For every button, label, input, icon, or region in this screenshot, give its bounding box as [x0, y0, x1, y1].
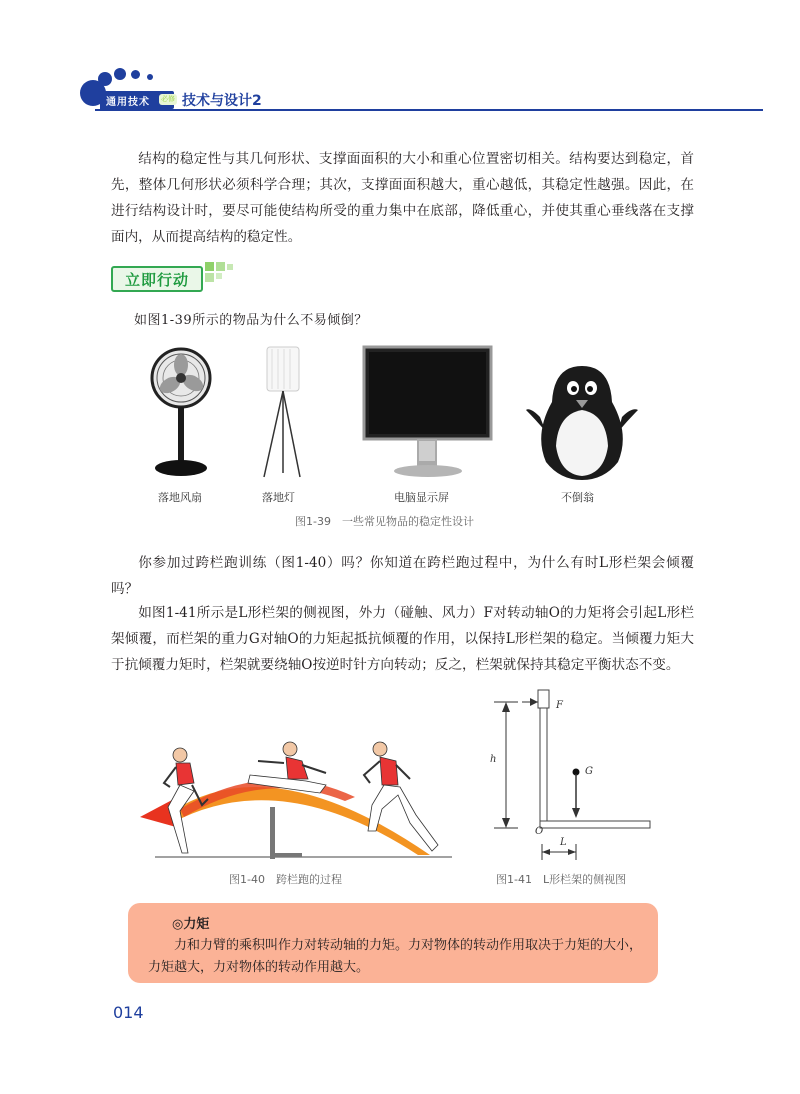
badge-decor-square [216, 273, 222, 279]
badge-decor-square [216, 262, 225, 271]
note-title: ◎力矩 [172, 917, 210, 932]
fig39-label-fan: 落地风扇 [158, 491, 202, 504]
fig39-label-lamp: 落地灯 [262, 491, 295, 504]
header-badge: 必修 [161, 95, 175, 103]
hurdle-run-illustration [140, 735, 460, 860]
torque-note-box [128, 903, 658, 983]
monitor-image [362, 345, 494, 480]
badge-decor-square [205, 273, 214, 282]
badge-decor-square [205, 262, 214, 271]
header-dot-tiny [147, 74, 153, 80]
question: 如图1-39所示的物品为什么不易倾倒？ [134, 313, 368, 328]
header-dot-smaller [131, 70, 140, 79]
label-o: O [535, 826, 544, 837]
paragraph-stability: 结构的稳定性与其几何形状、支撑面面积的大小和重心位置密切相关。结构要达到稳定，首先，整体几何形状必须科学合理；其次，支撑面面积越大，重心越低，其稳定性越强。因此，在进行结构设计时，要尽可能使结构所受的重力集中在底部，降低重心，并使其重心垂线落在支撑面内，从而提高结构的稳定性。 [111, 151, 694, 245]
action-badge [111, 266, 203, 292]
book-title: 技术与设计2 [182, 93, 262, 109]
header-subject: 通用技术 [106, 97, 150, 108]
l-frame-side-view [480, 688, 660, 858]
badge-decor-square [227, 264, 233, 270]
fig40-caption: 图1-40 跨栏跑的过程 [229, 873, 342, 886]
header-dot-medium [98, 72, 112, 86]
fig39-label-roly-poly: 不倒翁 [561, 491, 594, 504]
action-badge-label: 立即行动 [124, 271, 189, 289]
label-g: G [585, 766, 593, 777]
fig39-label-monitor: 电脑显示屏 [394, 491, 449, 504]
label-h: h [490, 754, 497, 765]
fig41-caption: 图1-41 L形栏架的侧视图 [496, 873, 627, 886]
label-f: F [556, 700, 563, 711]
paragraph-torque-explanation: 如图1-41所示是L形栏架的侧视图，外力（碰触、风力）F对转动轴O的力矩将会引起L形栏架倾覆，而栏架的重力G对轴O的力矩起抵抗倾覆的作用，以保持L形栏架的稳定。当倾覆力矩大于抗倾覆力矩时，栏架就要绕轴O按逆时针方向转动；反之，栏架就保持其稳定平衡状态不变。 [111, 605, 694, 673]
paragraph-hurdle-question: 你参加过跨栏跑训练（图1-40）吗？你知道在跨栏跑过程中，为什么有时L形栏架会倾覆吗？ [111, 555, 694, 597]
page-number: 014 [113, 1003, 144, 1022]
fig39-caption: 图1-39 一些常见物品的稳定性设计 [295, 515, 474, 528]
roly-poly-image [526, 362, 638, 482]
floor-lamp-image [258, 345, 310, 480]
note-body: 力和力臂的乘积叫作力对转动轴的力矩。力对物体的转动作用取决于力矩的大小，力矩越大，力对物体的转动作用越大。 [148, 938, 643, 975]
header-dot-small [114, 68, 126, 80]
label-l: L [560, 837, 567, 848]
header-rule [95, 109, 763, 111]
floor-fan-image [150, 345, 220, 480]
